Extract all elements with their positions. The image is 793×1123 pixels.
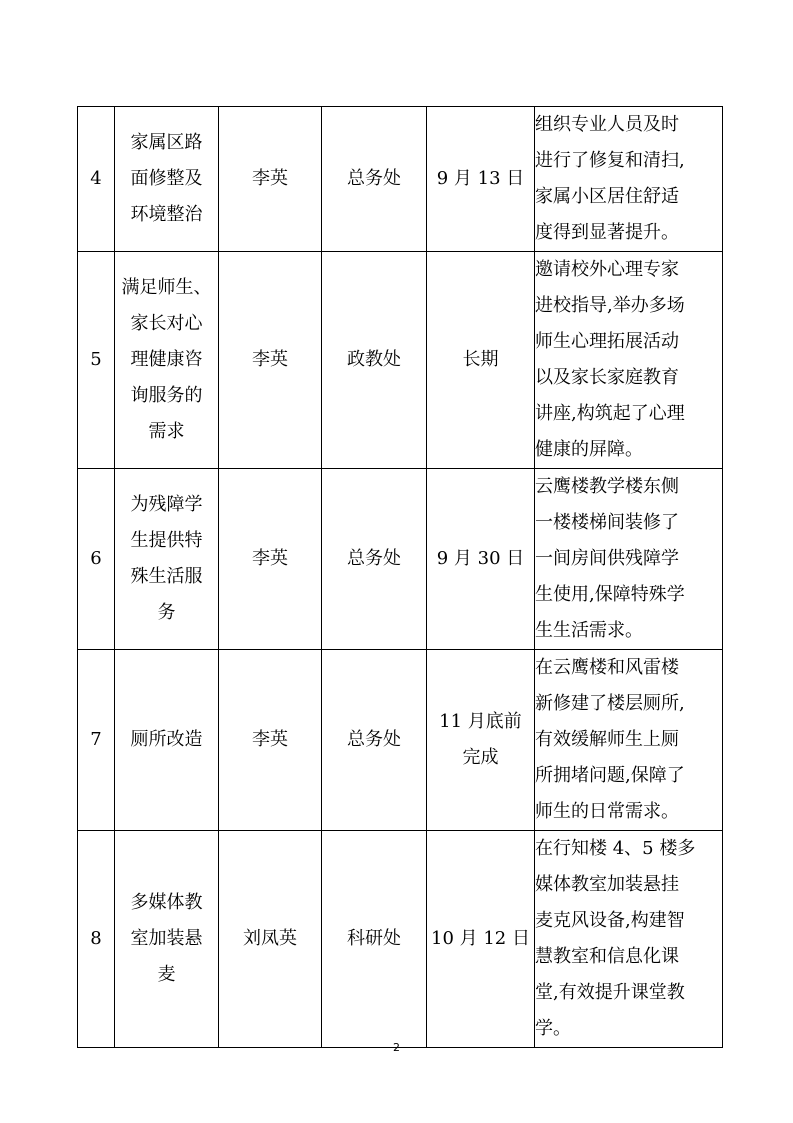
- responsible-person: 李英: [219, 252, 322, 469]
- result-description: 组织专业人员及时 进行了修复和清扫, 家属小区居住舒适 度得到显著提升。: [535, 114, 685, 243]
- responsible-person: 刘凤英: [219, 831, 322, 1048]
- completion-date: 9 月 13 日: [436, 168, 525, 189]
- completion-date: 长期: [462, 349, 499, 370]
- item-name: 家属区路 面修整及 环境整治: [130, 132, 203, 225]
- row-number: 4: [78, 107, 115, 252]
- table-row: [78, 107, 723, 252]
- result-description: 邀请校外心理专家 进校指导,举办多场 师生心理拓展活动 以及家长家庭教育 讲座,构筑起了心理 健康的屏障。: [535, 259, 685, 460]
- item-name: 多媒体教 室加装悬 麦: [130, 892, 203, 985]
- row-number: 7: [78, 650, 115, 831]
- completion-date: 9 月 30 日: [436, 548, 525, 569]
- item-name: 为残障学 生提供特 殊生活服 务: [130, 494, 203, 623]
- row-number: 6: [78, 469, 115, 650]
- responsible-person: 李英: [219, 650, 322, 831]
- department: 总务处: [322, 469, 427, 650]
- department: 科研处: [322, 831, 427, 1048]
- responsible-person: 李英: [219, 469, 322, 650]
- table-row: [78, 650, 723, 831]
- department: 总务处: [322, 107, 427, 252]
- page-number: 2: [393, 1041, 400, 1054]
- work-items-table: [77, 106, 723, 1048]
- row-number: 8: [78, 831, 115, 1048]
- result-description: 云鹰楼教学楼东侧 一楼楼梯间装修了 一间房间供残障学 生使用,保障特殊学 生生活需求。: [535, 476, 685, 641]
- table-row: [78, 252, 723, 469]
- item-name: 厕所改造: [130, 729, 203, 750]
- table-row: [78, 469, 723, 650]
- department: 政教处: [322, 252, 427, 469]
- result-description: 在行知楼 4、5 楼多 媒体教室加装悬挂 麦克风设备,构建智 慧教室和信息化课 堂,有效提升课堂教 学。: [535, 838, 696, 1039]
- item-name: 满足师生、 家长对心 理健康咨 询服务的 需求: [121, 277, 212, 442]
- completion-date: 11 月底前 完成: [439, 711, 522, 768]
- result-description: 在云鹰楼和风雷楼 新修建了楼层厕所, 有效缓解师生上厕 所拥堵问题,保障了 师生的日常需求。: [535, 657, 685, 822]
- department: 总务处: [322, 650, 427, 831]
- completion-date: 10 月 12 日: [431, 928, 530, 949]
- table-row: [78, 831, 723, 1048]
- row-number: 5: [78, 252, 115, 469]
- responsible-person: 李英: [219, 107, 322, 252]
